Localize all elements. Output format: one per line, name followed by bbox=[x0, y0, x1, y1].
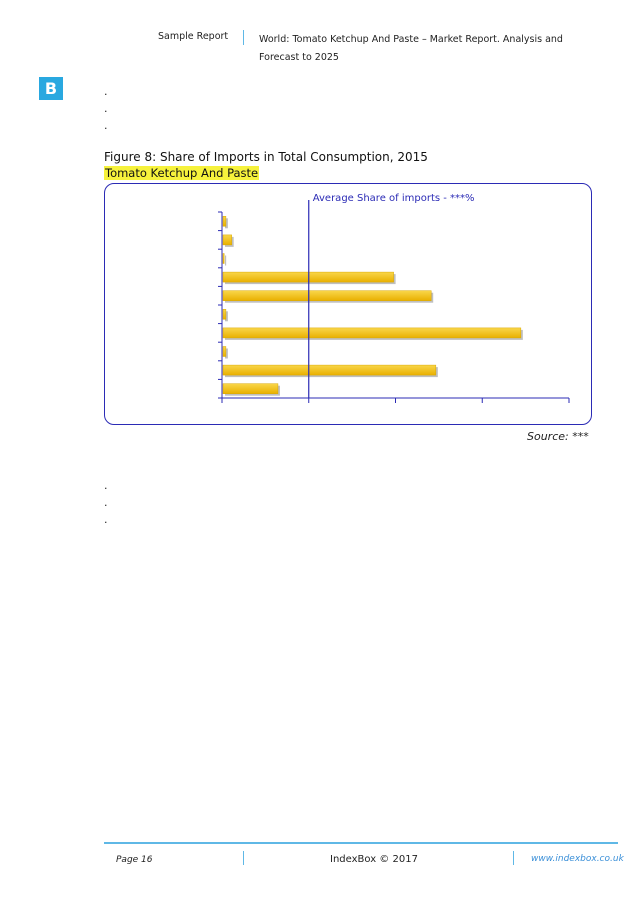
footer-website-link[interactable]: www.indexbox.co.uk bbox=[531, 854, 624, 864]
bar bbox=[223, 365, 436, 375]
bar bbox=[223, 235, 232, 245]
chart-frame bbox=[104, 183, 592, 425]
footer-divider bbox=[513, 851, 514, 865]
indexbox-logo: B bbox=[39, 77, 63, 100]
source-note: Source: *** bbox=[527, 430, 589, 443]
dot: . bbox=[104, 513, 108, 526]
dot: . bbox=[104, 496, 108, 509]
figure-title: Figure 8: Share of Imports in Total Consumption, 2015 bbox=[104, 150, 428, 164]
average-reference-label: Average Share of imports - ***% bbox=[312, 193, 475, 204]
page-number: Page 16 bbox=[116, 855, 153, 865]
ellipsis-bottom bbox=[104, 477, 108, 528]
figure-subtitle: Tomato Ketchup And Paste bbox=[105, 166, 259, 180]
footer-copyright: IndexBox © 2017 bbox=[330, 854, 418, 865]
bar-shadow bbox=[225, 256, 226, 266]
bar-chart bbox=[105, 184, 593, 426]
dot: . bbox=[104, 479, 108, 492]
dot: . bbox=[104, 102, 108, 115]
header-report-title: World: Tomato Ketchup And Paste – Market Report. Analysis and Forecast to 2025 bbox=[259, 34, 563, 63]
dot: . bbox=[104, 119, 108, 132]
bar bbox=[223, 291, 431, 301]
header-divider bbox=[243, 30, 244, 45]
header-report-type: Sample Report bbox=[158, 31, 229, 42]
bar bbox=[223, 309, 226, 319]
bar bbox=[223, 347, 226, 357]
bar bbox=[223, 328, 521, 338]
footer-divider bbox=[243, 851, 244, 865]
bar bbox=[223, 216, 226, 226]
footer-rule bbox=[104, 842, 618, 844]
dot: . bbox=[104, 85, 108, 98]
ellipsis-top bbox=[104, 83, 108, 134]
bar bbox=[223, 384, 278, 394]
bar bbox=[223, 254, 224, 264]
